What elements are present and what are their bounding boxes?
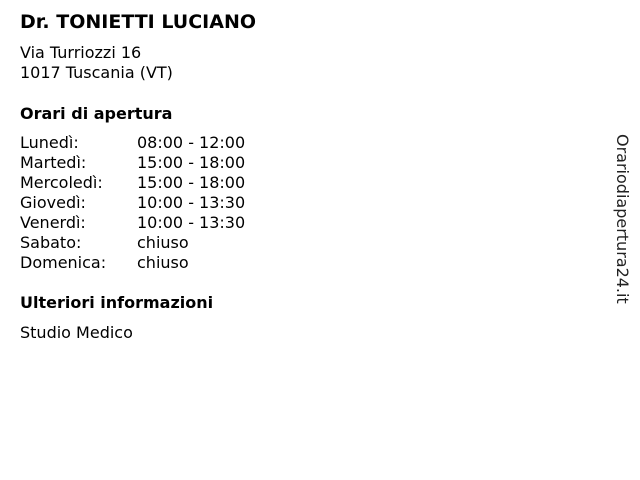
day-label: Mercoledì: xyxy=(20,173,103,192)
hours-row-friday xyxy=(20,213,245,233)
day-label: Venerdì: xyxy=(20,213,86,232)
watermark-text: Orariodiapertura24.it xyxy=(613,134,632,304)
time-value: 15:00 - 18:00 xyxy=(137,153,246,172)
opening-hours-table xyxy=(20,133,245,273)
address xyxy=(20,43,173,83)
hours-row-monday xyxy=(20,133,245,153)
hours-row-thursday xyxy=(20,193,245,213)
time-value: 10:00 - 13:30 xyxy=(137,213,246,232)
address-street: Via Turriozzi 16 xyxy=(20,43,142,62)
opening-hours-heading: Orari di apertura xyxy=(20,104,173,123)
hours-row-saturday xyxy=(20,233,245,253)
day-label: Martedì: xyxy=(20,153,87,172)
further-info-heading: Ulteriori informazioni xyxy=(20,293,214,312)
hours-row-wednesday xyxy=(20,173,245,193)
time-value: 15:00 - 18:00 xyxy=(137,173,246,192)
day-label: Giovedì: xyxy=(20,193,86,212)
hours-row-tuesday xyxy=(20,153,245,173)
day-label: Sabato: xyxy=(20,233,82,252)
time-value: chiuso xyxy=(137,233,189,252)
time-value: 10:00 - 13:30 xyxy=(137,193,246,212)
further-info-text: Studio Medico xyxy=(20,323,133,342)
hours-row-sunday xyxy=(20,253,245,273)
address-city: 1017 Tuscania (VT) xyxy=(20,63,173,82)
time-value: 08:00 - 12:00 xyxy=(137,133,246,152)
site-watermark xyxy=(612,134,632,308)
day-label: Domenica: xyxy=(20,253,107,272)
day-label: Lunedì: xyxy=(20,133,79,152)
business-name: Dr. TONIETTI LUCIANO xyxy=(20,11,256,33)
time-value: chiuso xyxy=(137,253,189,272)
